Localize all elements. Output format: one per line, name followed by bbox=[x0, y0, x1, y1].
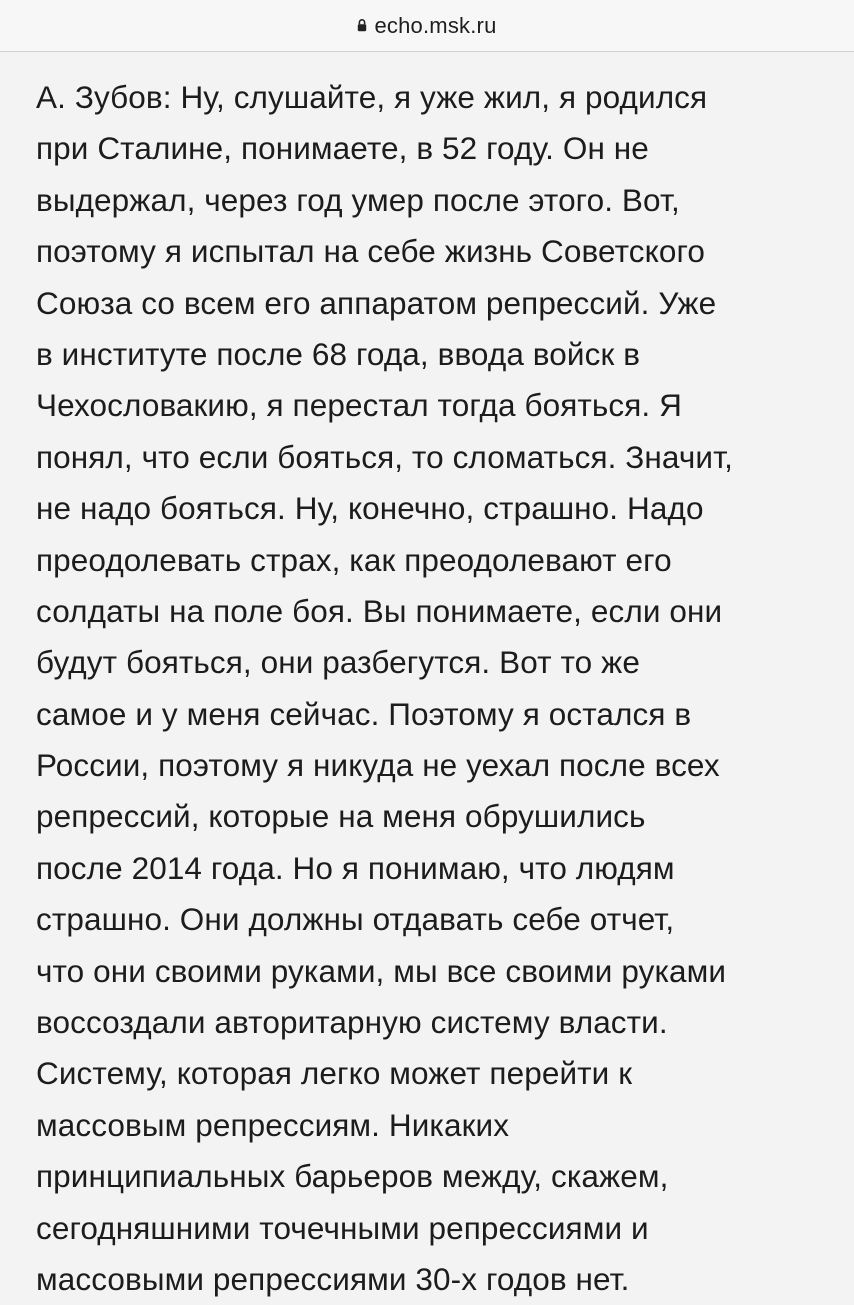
article-line: при Сталине, понимаете, в 52 году. Он не bbox=[36, 130, 649, 167]
article-line: массовым репрессиям. Никаких bbox=[36, 1106, 510, 1143]
article-line: понял, что если бояться, то сломаться. Значит, bbox=[36, 438, 733, 475]
article-line: не надо бояться. Ну, конечно, страшно. Надо bbox=[36, 490, 704, 527]
article-line: Систему, которая легко может перейти к bbox=[36, 1055, 633, 1092]
article-line: массовыми репрессиями 30-х годов нет. bbox=[36, 1260, 630, 1297]
url-text: echo.msk.ru bbox=[374, 12, 497, 38]
article-line: самое и у меня сейчас. Поэтому я остался в bbox=[36, 695, 692, 732]
article-line: что они своими руками, мы все своими руками bbox=[36, 952, 727, 989]
article-line: А. Зубов: Ну, слушайте, я уже жил, я родился bbox=[36, 79, 708, 115]
article-line: сегодняшними точечными репрессиями и bbox=[36, 1209, 649, 1246]
article-text bbox=[36, 72, 836, 1305]
lock-icon bbox=[357, 18, 367, 32]
article-line: после 2014 года. Но я понимаю, что людям bbox=[36, 849, 675, 886]
article-line: Союза со всем его аппаратом репрессий. Уже bbox=[36, 284, 717, 321]
article-line: в институте после 68 года, ввода войск в bbox=[36, 335, 641, 372]
article-line: будут бояться, они разбегутся. Вот то же bbox=[36, 644, 640, 681]
article-line: репрессий, которые на меня обрушились bbox=[36, 798, 646, 835]
article-line: России, поэтому я никуда не уехал после всех bbox=[36, 747, 720, 784]
article-line: воссоздали авторитарную систему власти. bbox=[36, 1004, 668, 1041]
url-display[interactable] bbox=[357, 13, 496, 39]
article-line: солдаты на поле боя. Вы понимаете, если они bbox=[36, 592, 723, 629]
browser-address-bar[interactable] bbox=[0, 0, 854, 52]
article-line: страшно. Они должны отдавать себе отчет, bbox=[36, 901, 675, 938]
article-line: принципиальных барьеров между, скажем, bbox=[36, 1158, 669, 1195]
article-line: преодолевать страх, как преодолевают его bbox=[36, 541, 672, 578]
article-line: Чехословакию, я перестал тогда бояться. Я bbox=[36, 387, 682, 424]
article-line: выдержал, через год умер после этого. Вот, bbox=[36, 181, 680, 218]
article-line: поэтому я испытал на себе жизнь Советского bbox=[36, 233, 705, 270]
